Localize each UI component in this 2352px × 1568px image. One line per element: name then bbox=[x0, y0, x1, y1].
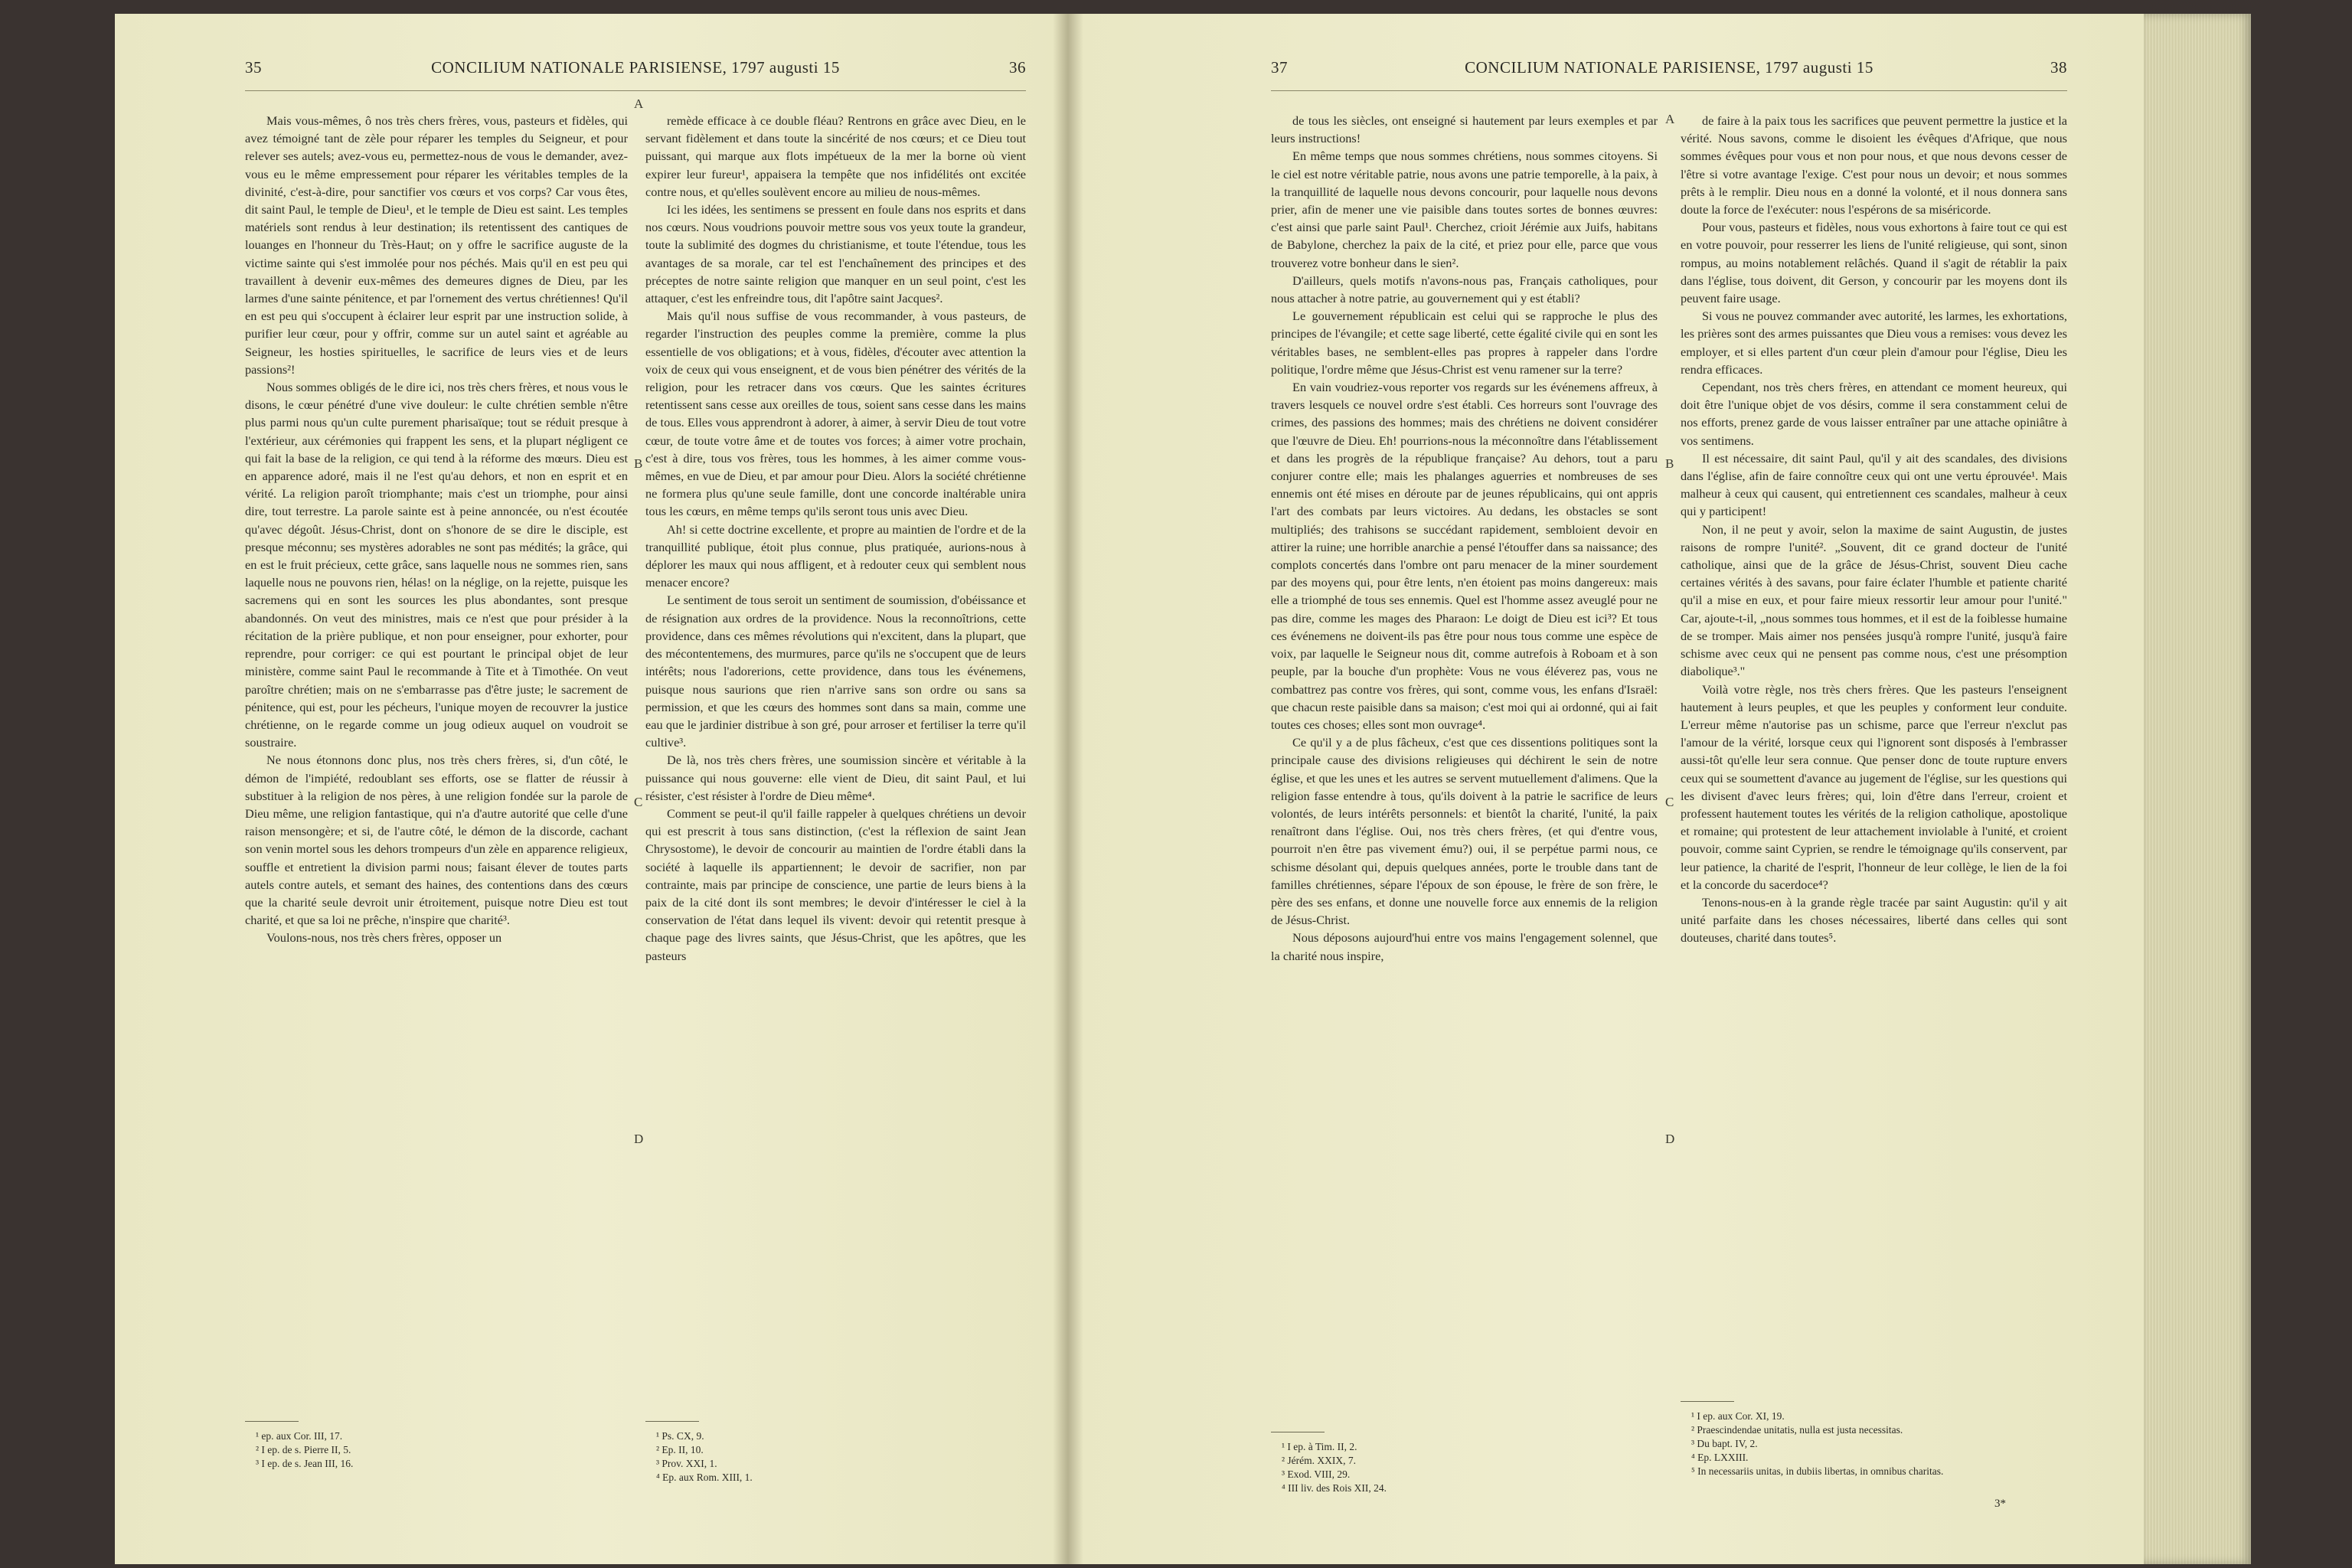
margin-marker-d: D bbox=[1665, 1132, 1675, 1146]
paragraph: Mais qu'il nous suffise de vous recommander, à vous pasteurs, de regarder l'instruction des peuples comme la première, comme la plus essentielle de vos obligations; et à vous, fidèles, d'écouter avec attention la voix de ceux qui vous enseignent, et de vous bien pénétrer des vérités de la religion, pour les retracer dans vos cœurs. Que les saintes écritures retentissent sans cesse aux oreilles de tous, soient sans cesse dans les mains de tous. Elles vous apprendront à adorer, à aimer, à servir Dieu de tout votre cœur, de toute votre âme et de toutes vos forces; à aimer votre prochain, c'est à dire, tous vos frères, tous les hommes, à les aimer comme vous-mêmes, en vue de Dieu, et par amour pour Dieu. Alors la société chrétienne ne formera plus qu'une seule famille, dont une concorde inaltérable unira tous les cœurs, en même temps qu'ils seront tous unis avec Dieu. bbox=[645, 309, 1026, 519]
left-page-header bbox=[245, 58, 1026, 89]
paragraph: Ne nous étonnons donc plus, nos très chers frères, si, d'un côté, le démon de l'impiété, redoublant ses efforts, ose se flatter de réussir à substituer à la religion de nos pères, à une religion fondée sur la parole de Dieu même, une religion fantastique, qui n'a d'autre autorité que celle d'une raison mensongère; et si, de l'autre côté, le démon de la discorde, cachant son venin mortel sous les dehors trompeurs d'un zèle en apparence religieux, souffle et entretient la division parmi nous; faisant élever de toutes parts autels contre autels, et semant des haines, des contentions dans des cœurs que la charité seule devroit unir étroitement, puisque notre Dieu est tout charité, et que sa loi ne prêche, n'inspire que charité³. bbox=[245, 753, 628, 928]
header-rule-right bbox=[1271, 90, 2067, 91]
margin-marker-c: C bbox=[634, 795, 643, 809]
margin-marker-b: B bbox=[1665, 456, 1674, 471]
paragraph: D'ailleurs, quels motifs n'avons-nous pas, Français catholiques, pour nous attacher à notre patrie, au gouvernement qui y est établi? bbox=[1271, 273, 1658, 306]
paragraph: Ici les idées, les sentimens se pressent en foule dans nos esprits et dans nos cœurs. Nous voudrions pouvoir mettre sous vos yeux toute la grandeur, toute la sublimité des dogmes du christianisme, et toute l'étendue, tous les avantages de sa morale, car tel est l'enchaînement des principes et des préceptes de notre sainte religion que manquer en un seul point, c'est les attaquer, c'est les enfreindre tous, dit l'apôtre saint Jacques². bbox=[645, 202, 1026, 306]
paragraph: Voulons-nous, nos très chers frères, opposer un bbox=[266, 930, 502, 946]
column-38 bbox=[1681, 112, 2067, 947]
paragraph: Ah! si cette doctrine excellente, et propre au maintien de l'ordre et de la tranquillité publique, étoit plus connue, plus pratiquée, aurions-nous à déplorer les maux qui nous affligent, et à redouter ceux qui semblent nous menacer encore? bbox=[645, 521, 1026, 590]
footnote-rule bbox=[1681, 1401, 1734, 1402]
paragraph: Comment se peut-il qu'il faille rappeler à quelques chrétiens un devoir qui est prescrit à tous sans distinction, (c'est la réflexion de saint Jean Chrysostome), le devoir de concourir au maintien de l'ordre établi dans la société à laquelle ils appartiennent; le devoir de sacrifier, non par contrainte, mais par principe de conscience, une partie de leurs biens à la paix de la cité dont ils sont membres; le devoir d'intéresser le ciel à la conservation de l'état dans lequel ils vivent: devoir qui retentit presque à chaque page des livres saints, que Jésus-Christ, que les apôtres, que les pasteurs bbox=[645, 805, 1026, 963]
footnotes-37 bbox=[1271, 1432, 1658, 1495]
right-page bbox=[1068, 14, 2144, 1564]
footnote: ¹ ep. aux Cor. III, 17. bbox=[256, 1430, 343, 1442]
footnote: ¹ I ep. aux Cor. XI, 19. bbox=[1691, 1410, 1785, 1422]
page-number-37: 37 bbox=[1271, 58, 1288, 77]
paragraph: Ce qu'il y a de plus fâcheux, c'est que ces dissentions politiques sont la principale cause des divisions religieuses qui déchirent le sein de notre église, et que les unes et les autres se servent mutuellement d'alimens. Que la religion fasse entendre à tous, qu'ils doivent à la patrie le sacrifice de leurs volontés, de leurs intérêts personnels: et bientôt la charité, l'unité, la paix renaîtront dans l'église. Oui, nos très chers frères, (et qui d'entre vous, pourroit n'en être pas vivement ému?) oui, il se perpétue parmi nous, ce schisme désolant qui, depuis quelques années, porte le trouble dans tant de familles chrétiennes, sépare l'époux de son épouse, le frère de son frère, le père des ses enfans, et donne une nouvelle force aux ennemis de la religion de Jésus-Christ. bbox=[1271, 735, 1658, 928]
footnote: ² Jérém. XXIX, 7. bbox=[1282, 1455, 1357, 1466]
footnote: ³ I ep. de s. Jean III, 16. bbox=[256, 1458, 354, 1469]
column-37 bbox=[1271, 112, 1658, 965]
paragraph: Si vous ne pouvez commander avec autorité, les larmes, les exhortations, les prières sont des armes puissantes que Dieu vous a remises: vous devez les employer, et si elles partent d'un cœur plein d'amour pour l'église, Dieu les rendra efficaces. bbox=[1681, 309, 2067, 377]
paragraph: Non, il ne peut y avoir, selon la maxime de saint Augustin, de justes raisons de rompre l'unité². „Souvent, dit ce grand docteur de l'unité catholique, ainsi que de la grâce de Jésus-Christ, souvent Dieu cache certaines vérités à des savans, pour faire éclater l'humble et patiente charité qu'il a mise en eux, et pour faire mieux ressortir leur amour pour l'unité." Car, ajoute-t-il, „nous sommes tous hommes, et il est de la foiblesse humaine de se tromper. Mais aimer nos pensées jusqu'à rompre l'unité, jusqu'à faire schisme avec ceux qui ne pensent pas comme nous, c'est une présomption diabolique³." bbox=[1681, 521, 2067, 679]
footnotes-36 bbox=[645, 1421, 1026, 1485]
paragraph: En même temps que nous sommes chrétiens, nous sommes citoyens. Si le ciel est notre véritable patrie, nous avons une patrie temporelle, à la paix, à la tranquillité de laquelle nous devons concourir, pour laquelle nous devons prier, afin de mener une vie paisible dans toutes sortes de bonnes œuvres: c'est ainsi que parle saint Paul¹. Cherchez, crioit Jérémie aux Juifs, habitans de Babylone, cherchez la paix de la cité, et priez pour elle, parce que vous trouverez votre bonheur dans le sien². bbox=[1271, 149, 1658, 270]
paragraph: En vain voudriez-vous reporter vos regards sur les événemens affreux, à travers lesquels ce nouvel ordre s'est établi. Ces horreurs sont l'ouvrage des crimes, des passions des hommes; mais des chrétiens ne doivent considérer que l'œuvre de Dieu. Eh! pourrions-nous la méconnoître dans l'établissement et dans les progrès de la république française? Au dehors, tout a paru conjurer contre elle; mais les phalanges aguerries et nombreuses de ses ennemis ont été mises en déroute par de jeunes républicains, qui ont appris l'art des combats par leurs victoires. Au dedans, les obstacles se sont multipliés; des trahisons se succédant rapidement, sembloient devoir en attirer la ruine; une horrible anarchie a pensé l'étouffer dans sa naissance; des complots concertés dans l'ombre ont paru menacer de la miner sourdement par des moyens qui, pour être lents, n'en étoient pas moins dangereux: mais elle a triomphé de tous ses ennemis. Quel est l'homme assez aveuglé pour ne pas dire, comme les mages des Pharaon: Le doigt de Dieu est ici³? Et tous ces événemens ne doivent-ils pas être pour nous tous comme une espèce de voix, par laquelle le Seigneur nous dit, comme autrefois à Roboam et à son peuple, par la bouche d'un prophète: Vous ne vous éléverez pas, vous ne combattrez pas contre vos frères, qui sont, comme vous, les enfans d'Israël: que chacun reste paisible dans sa maison; c'est moi qui ai ordonné, qui ai fait toutes ces choses; elles sont mon ouvrage⁴. bbox=[1271, 380, 1658, 732]
paragraph: Nous déposons aujourd'hui entre vos mains l'engagement solennel, que la charité nous inspire, bbox=[1271, 930, 1658, 963]
footnote: ² I ep. de s. Pierre II, 5. bbox=[256, 1444, 351, 1455]
footnote: ¹ Ps. CX, 9. bbox=[656, 1430, 704, 1442]
paragraph: Le gouvernement républicain est celui qui se rapproche le plus des principes de l'évangile; et cette sage liberté, cette égalité civile qui en sont les véritables bases, ne semblent-elles pas propres à rappeler dans l'ordre politique, l'ordre même que Jésus-Christ est venu ramener sur la terre? bbox=[1271, 309, 1658, 377]
paragraph: Pour vous, pasteurs et fidèles, nous vous exhortons à faire tout ce qui est en votre pouvoir, pour resserrer les liens de l'unité religieuse, qui sont, sinon rompus, au moins notablement relâchés. Quand il s'agit de rétablir la paix dans l'église, tous doivent, dit Gerson, y concourir par les moyens dont ils peuvent faire usage. bbox=[1681, 220, 2067, 306]
footnote: ³ Exod. VIII, 29. bbox=[1282, 1468, 1351, 1480]
page-number-35: 35 bbox=[245, 58, 262, 77]
footnote-rule bbox=[645, 1421, 699, 1422]
footnotes-35 bbox=[245, 1421, 628, 1471]
paragraph: Mais vous-mêmes, ô nos très chers frères, vous, pasteurs et fidèles, qui avez témoigné tant de zèle pour réparer les temples du Seigneur, et pour relever ses autels; avez-vous eu, permettez-nous de vous le demander, avez-vous eu le même empressement pour réparer les véritables temples de la divinité, c'est-à-dire, pour sanctifier vos cœurs et vos corps? Car vous êtes, dit saint Paul, le temple de Dieu¹, et le temple de Dieu est saint. Les temples matériels sont rendus à leur destination; ils retentissent des cantiques de louanges en l'honneur du Très-Haut; on y offre le sacrifice auguste de la victime sainte qui s'est immolée pour nos péchés. Mais qu'il en est peu qui travaillent à devenir eux-mêmes des demeures dignes de Dieu, par les larmes d'une sainte pénitence, et par l'ornement des vertus chrétiennes! Qu'il en est peu qui s'occupent à éclairer leur esprit par une instruction solide, à purifier leur cœur, pour y offrir, comme sur un autel saint et agréable au Seigneur, les hosties spirituelles, le sacrifice de leurs vies et de leurs passions²! bbox=[245, 113, 628, 377]
footnotes-38 bbox=[1681, 1401, 2067, 1478]
footnote: ² Ep. II, 10. bbox=[656, 1444, 704, 1455]
paragraph: Tenons-nous-en à la grande règle tracée par saint Augustin: qu'il y ait unité parfaite dans les choses nécessaires, liberté dans celles qui sont douteuses, charité dans toutes⁵. bbox=[1681, 894, 2067, 946]
paragraph: de faire à la paix tous les sacrifices que peuvent permettre la justice et la vérité. Nous savons, comme le disoient les évêques d'Afrique, que nous sommes évêques pour vous et non pour nous, et que nous devons cesser de l'être si votre avantage l'exige. C'est pour nous un devoir; et nous sommes prêts à le remplir. Dieu nous en a donné la volonté, et il nous donnera sans doute la force de l'exécuter: nous l'espérons de sa miséricorde. bbox=[1681, 113, 2067, 217]
header-rule-left bbox=[245, 90, 1026, 91]
footnote: ⁴ Ep. aux Rom. XIII, 1. bbox=[656, 1472, 753, 1483]
book-spread bbox=[115, 14, 2144, 1564]
right-page-header bbox=[1271, 58, 2067, 89]
page-number-36: 36 bbox=[1009, 58, 1026, 77]
paragraph: Il est nécessaire, dit saint Paul, qu'il y ait des scandales, des divisions dans l'église, afin de faire connoître ceux qui ont une vertu éprouvée¹. Mais malheur à ceux qui causent, qui entretiennent ces scandales, malheur à ceux qui y participent! bbox=[1681, 450, 2067, 519]
margin-marker-a: A bbox=[634, 96, 644, 111]
footnote: ⁴ Ep. LXXIII. bbox=[1691, 1452, 1749, 1463]
margin-marker-b: B bbox=[634, 456, 643, 471]
paragraph: Nous sommes obligés de le dire ici, nos très chers frères, et nous vous le disons, le cœur pénétré d'une vive douleur: le culte chrétien semble n'être plus parmi nous qu'un culte purement pharisaïque; tout se réduit presque à l'extérieur, aux cérémonies qui frappent les sens, et la plupart négligent ce qui fait la base de la religion, ce qui tend à la réforme des mœurs. Dieu est en apparence adoré, mais il ne l'est qu'au dehors, et non en esprit et en vérité. La religion paroît triomphante; mais c'est un triomphe, pour ainsi dire, tout terrestre. La parole sainte est à peine annoncée, ou n'est écoutée qu'avec dégoût. Jésus-Christ, dont on s'honore de se dire le disciple, est presque méconnu; ses mystères adorables ne sont pas médités; la grâce, qui en est le fruit précieux, cette grâce, sans laquelle nous ne sommes rien, sans laquelle nous ne pouvons rien, hélas! on la néglige, on la rejette, puisque les sacremens qui en sont les sources les plus abondantes, sont presque abandonnés. On veut des ministres, mais ce n'est que pour présider à la récitation de la prière publique, et non pour enseigner, pour exhorter, pour reprendre, pour corriger: ce qui est pourtant le principal objet de leur ministère, comme saint Paul le recommande à Tite et à Timothée. On veut paroître chrétien; mais on ne s'embarrasse pas d'être juste; le sacrement de pénitence, qui est, pour les pécheurs, l'unique moyen de recouvrer la justice chrétienne, on le regarde comme un joug odieux auquel on voudroit se soustraire. bbox=[245, 380, 628, 750]
left-page bbox=[115, 14, 1068, 1564]
footnote: ¹ I ep. à Tim. II, 2. bbox=[1282, 1441, 1357, 1452]
footnote: ⁵ In necessariis unitas, in dubiis libertas, in omnibus charitas. bbox=[1691, 1465, 1944, 1477]
paragraph: Le sentiment de tous seroit un sentiment de soumission, d'obéissance et de résignation aux ordres de la providence. Nous la reconnoîtrions, cette providence, dans ces mêmes révolutions qui n'excitent, dans la plupart, que des mécontentemens, des murmures, parce qu'ils ne s'occupent que de leurs intérêts; nous l'adorerions, cette providence, dans tous les événemens, puisque nous saurions que rien n'arrive sans son ordre ou sans sa permission, et que les cœurs des hommes sont dans sa main, comme une eau que le jardinier distribue à son gré, pour arroser et fertiliser la terre qu'il cultive³. bbox=[645, 593, 1026, 750]
paragraph: Cependant, nos très chers frères, en attendant ce moment heureux, qui doit être l'unique objet de vos désirs, comme il sera constamment celui de nos efforts, prenez garde de vous laisser entraîner par une attache opiniâtre à vos sentimens. bbox=[1681, 380, 2067, 448]
paragraph: remède efficace à ce double fléau? Rentrons en grâce avec Dieu, en le servant fidèlement et dans toute la sincérité de nos cœurs; et ce Dieu tout puissant, qui marque aux flots impétueux de la mer la borne où vient expirer leur fureur¹, appaisera la tempête que nos infidélités ont excitée contre nous, et qu'elles soulèvent encore au milieu de nous-mêmes. bbox=[645, 113, 1026, 199]
signature-mark: 3* bbox=[1994, 1498, 2006, 1510]
paragraph: De là, nos très chers frères, une soumission sincère et véritable à la puissance qui nous gouverne: elle vient de Dieu, dit saint Paul, et lui résister, c'est résister à l'ordre de Dieu même⁴. bbox=[645, 753, 1026, 803]
margin-marker-d: D bbox=[634, 1132, 644, 1146]
column-35 bbox=[245, 112, 628, 947]
page-edges bbox=[2144, 14, 2251, 1564]
column-36 bbox=[645, 112, 1026, 965]
running-title-left: CONCILIUM NATIONALE PARISIENSE, 1797 augusti 15 bbox=[431, 58, 840, 77]
paragraph: de tous les siècles, ont enseigné si hautement par leurs exemples et par leurs instructions! bbox=[1271, 113, 1658, 146]
footnote-rule bbox=[245, 1421, 299, 1422]
margin-marker-a: A bbox=[1665, 112, 1675, 126]
footnote: ³ Prov. XXI, 1. bbox=[656, 1458, 717, 1469]
footnote: ³ Du bapt. IV, 2. bbox=[1691, 1438, 1758, 1449]
footnote: ² Praescindendae unitatis, nulla est justa necessitas. bbox=[1691, 1424, 1903, 1436]
footnote: ⁴ III liv. des Rois XII, 24. bbox=[1282, 1482, 1387, 1494]
paragraph: Voilà votre règle, nos très chers frères. Que les pasteurs l'enseignent hautement à leurs peuples, et que les peuples y conforment leur conduite. L'erreur même n'autorise pas un schisme, parce que l'erreur n'exclut pas l'amour de la vérité, lorsque ceux qui l'ignorent sont disposés à l'embrasser aussi-tôt qu'elle leur sera connue. Que penser donc de toute rupture envers ceux qui se soumettent d'avance au jugement de l'église, sur les questions qui les divisent d'avec leurs frères; qui, loin d'être dans l'erreur, croient et professent hautement toutes les vérités de la religion catholique, apostolique et romaine; qui protestent de leur attachement inviolable à l'unité, et croient pouvoir, comme saint Cyprien, se rendre le témoignage qu'ils conservent, par leur patience, la charité de l'esprit, l'honneur de leur collège, le lien de la foi et la concorde du sacerdoce⁴? bbox=[1681, 681, 2067, 892]
running-title-right: CONCILIUM NATIONALE PARISIENSE, 1797 augusti 15 bbox=[1465, 58, 1873, 77]
margin-marker-c: C bbox=[1665, 795, 1674, 809]
page-number-38: 38 bbox=[2050, 58, 2067, 77]
